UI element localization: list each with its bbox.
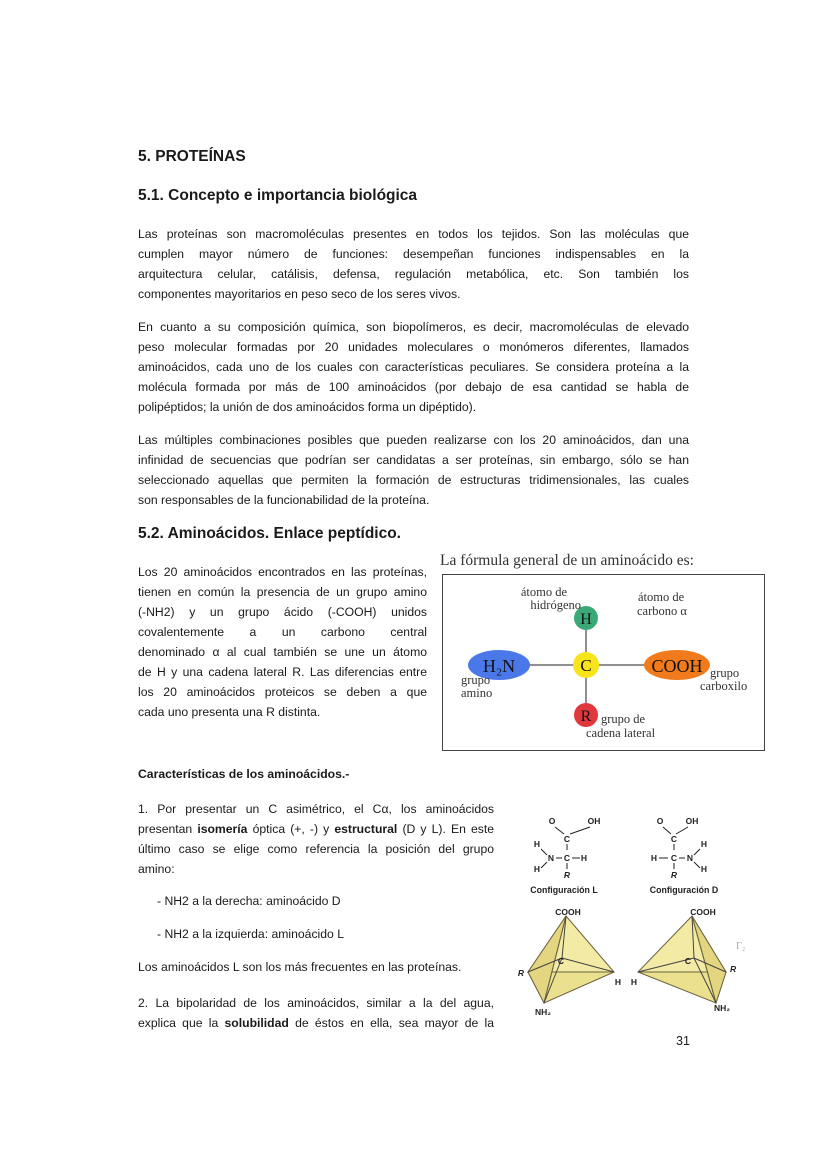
amino-label-2: amino bbox=[461, 686, 493, 700]
section-title: 5. PROTEÍNAS bbox=[138, 148, 246, 165]
bullet-nh2-left: - NH2 a la izquierda: aminoácido L bbox=[157, 927, 344, 941]
l-carboxyl-carbon: C bbox=[563, 834, 571, 844]
carbon-label-2: carbono α bbox=[637, 604, 687, 618]
l-cooh: COOH bbox=[555, 907, 581, 917]
tetrahedron-l bbox=[528, 916, 614, 1003]
carbon-symbol: C bbox=[580, 656, 592, 675]
page-number: 31 bbox=[676, 1034, 690, 1048]
l-center-carbon: C bbox=[557, 956, 565, 966]
l-nitrogen: N bbox=[547, 853, 555, 863]
caption-configuration-d: Configuración D bbox=[649, 885, 719, 895]
d-r-vertex: R bbox=[730, 964, 737, 974]
d-amino-h1: H bbox=[700, 839, 708, 849]
d-nitrogen: N bbox=[686, 853, 694, 863]
d-nh2-vertex: NH₂ bbox=[713, 1003, 731, 1013]
l-oxygen: O bbox=[548, 816, 556, 826]
hydrogen-symbol: H bbox=[580, 611, 592, 628]
d-alpha-hydrogen: H bbox=[650, 853, 658, 863]
characteristic-2: 2. La bipolaridad de los aminoácidos, similar a la del agua, explica que la solubilidad de éstos en ella, sea mayor de la bbox=[138, 996, 494, 1030]
side-chain-label-1: grupo de bbox=[601, 712, 646, 726]
subsection-title-concept: 5.1. Concepto e importancia biológica bbox=[138, 187, 418, 204]
l-amino-h2: H bbox=[533, 864, 541, 874]
l-alpha-hydrogen: H bbox=[580, 853, 588, 863]
paragraph-aminoacids: Los 20 aminoácidos encontrados en las proteínas, tienen en común la presencia de un grupo amino (-NH2) y un grupo ácido (-COOH) unidos covalentemente a un carbono central denominado α al cual también se une un átomo de H y una cadena lateral R. Las diferencias entre los 20 aminoácidos proteicos se deben a que cada uno presenta una R distinta. bbox=[138, 565, 427, 719]
characteristic-1: 1. Por presentar un C asimétrico, el Cα, los aminoácidos presentan isomería óptica (+, -) y estructural (D y L). En este último caso se elige como referencia la posición del grupo amino: bbox=[138, 802, 495, 876]
hydrogen-label-1: átomo de bbox=[520, 585, 567, 599]
carbon-label-1: átomo de bbox=[638, 590, 685, 604]
subsection-title-amino: 5.2. Aminoácidos. Enlace peptídico. bbox=[138, 525, 401, 542]
amino-symbol: H₂N bbox=[482, 656, 516, 676]
d-hydroxyl: OH bbox=[685, 816, 699, 826]
l-amino-h1: H bbox=[533, 839, 541, 849]
d-oxygen: O bbox=[656, 816, 664, 826]
d-h-vertex: H bbox=[630, 977, 638, 987]
l-frequency-note: Los aminoácidos L son los más frecuentes en las proteínas. bbox=[138, 960, 462, 974]
formula-title: La fórmula general de un aminoácido es: bbox=[440, 552, 694, 569]
carboxyl-label-2: carboxilo bbox=[700, 679, 748, 693]
d-center-carbon: C bbox=[684, 956, 692, 966]
d-cooh: COOH bbox=[690, 907, 716, 917]
d-amino-h2: H bbox=[700, 864, 708, 874]
d-alpha-carbon: C bbox=[670, 853, 678, 863]
paragraph-3: Las múltiples combinaciones posibles que pueden realizarse con los 20 aminoácidos, dan una infinidad de secuencias que podrían ser candidatas a ser proteínas, sin embargo, sólo se han seleccionado aquellas que permiten la formación de estructuras tridimensionales, las cuales son responsables de la funcionabilidad de la proteína. bbox=[138, 433, 689, 507]
configuration-figure bbox=[504, 806, 764, 1024]
l-alpha-carbon: C bbox=[563, 853, 571, 863]
carboxyl-label-1: grupo bbox=[710, 666, 740, 680]
l-r-vertex: R bbox=[517, 968, 524, 978]
characteristics-heading: Características de los aminoácidos.- bbox=[138, 767, 350, 781]
hydrogen-label-2: hidrógeno bbox=[530, 598, 581, 612]
handwritten-mark: Γ₂ bbox=[736, 941, 746, 952]
side-chain-symbol: R bbox=[580, 708, 592, 725]
side-chain-label-2: cadena lateral bbox=[586, 726, 656, 740]
l-h-vertex: H bbox=[614, 977, 622, 987]
amino-label-1: grupo bbox=[461, 673, 491, 687]
paragraph-1: Las proteínas son macromoléculas presentes en todos los tejidos. Son las moléculas que cumplen mayor número de funciones: desempeñan funciones indispensables en la arquitectura celular, catálisis, defensa, regulación metabólica, etc. Son también los componentes mayoritarios en peso seco de los seres vivos. bbox=[138, 227, 689, 301]
paragraph-2: En cuanto a su composición química, son biopolímeros, es decir, macromoléculas de elevado peso molecular formadas por 20 unidades moleculares o monómeros diferentes, llamados aminoácidos, cada uno de los cuales con características peculiares. Se considera proteína a la molécula formada por más de 100 aminoácidos (por debajo de esa cantidad se habla de polipéptidos; la unión de dos aminoácidos forma un dipéptido). bbox=[138, 320, 689, 414]
l-nh2-vertex: NH₂ bbox=[534, 1007, 552, 1017]
carboxyl-symbol: COOH bbox=[651, 656, 703, 676]
l-hydroxyl: OH bbox=[587, 816, 601, 826]
l-side-chain: R bbox=[563, 870, 571, 880]
d-side-chain: R bbox=[670, 870, 678, 880]
d-carboxyl-carbon: C bbox=[670, 834, 678, 844]
tetrahedron-d bbox=[638, 916, 726, 1003]
caption-configuration-l: Configuración L bbox=[530, 885, 598, 895]
amino-acid-formula-figure bbox=[436, 545, 772, 757]
bullet-nh2-right: - NH2 a la derecha: aminoácido D bbox=[157, 894, 341, 908]
